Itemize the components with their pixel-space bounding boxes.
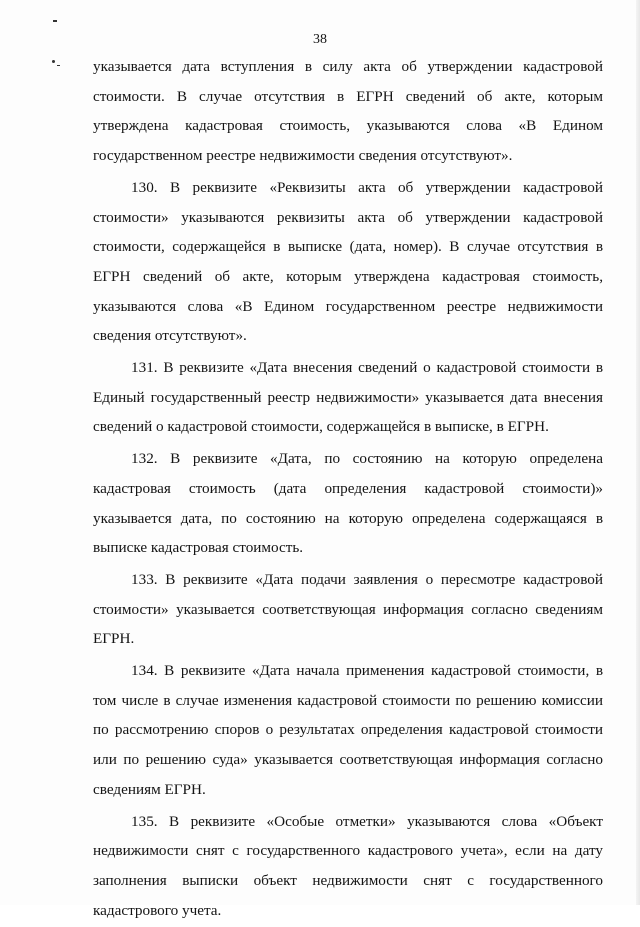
page-number: 38 [313,32,327,47]
paragraph-130: 130. В реквизите «Реквизиты акта об утверждении кадастровой стоимости» указываются реквизиты акта об утверждении кадастровой стоимости, содержащейся в выписке (дата, номер). В случае отсутствия в ЕГРН сведений об акте, которым утверждена кадастровая стоимость, указываются слова «В Едином государственном реестре недвижимости сведения отсутствуют». [93,178,603,345]
document-body [93,52,603,927]
scan-artifact-mark [53,20,57,22]
paragraph-132: 132. В реквизите «Дата, по состоянию на которую определена кадастровая стоимость (дата определения кадастровой стоимости)» указывается дата, по состоянию на которую определена содержащаяся в выписке кадастровая стоимость. [93,450,603,557]
paragraph-135: 135. В реквизите «Особые отметки» указываются слова «Объект недвижимости снят с государственного кадастрового учета», если на дату заполнения выписки объект недвижимости снят с государственного кадастрового учета. [93,812,603,919]
paragraph-134: 134. В реквизите «Дата начала применения кадастровой стоимости, в том числе в случае изменения кадастровой стоимости по решению комиссии по рассмотрению споров о результатах определения кадастровой стоимости или по решению суда» указывается соответствующая информация согласно сведениям ЕГРН. [93,662,603,798]
paragraph-133: 133. В реквизите «Дата подачи заявления о пересмотре кадастровой стоимости» указывается соответствующая информация согласно сведениям ЕГРН. [93,570,603,648]
paragraph-131: 131. В реквизите «Дата внесения сведений о кадастровой стоимости в Единый государственный реестр недвижимости» указывается дата внесения сведений о кадастровой стоимости, содержащейся в выписке, в ЕГРН. [93,359,603,436]
paragraph-continuation: указывается дата вступления в силу акта об утверждении кадастровой стоимости. В случае отсутствия в ЕГРН сведений об акте, которым утверждена кадастровая стоимость, указываются слова «В Едином государственном реестре недвижимости сведения отсутствуют». [93,58,603,165]
scan-artifact-mark [57,65,60,66]
scan-edge-shadow [636,0,640,905]
scan-artifact-mark [52,60,55,63]
